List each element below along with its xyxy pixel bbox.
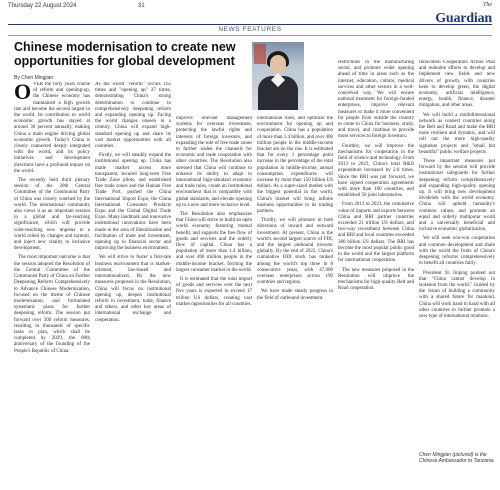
paragraph: These important measures put forward by the session will provide institutional safeguards for further deepening reform comprehensively and expanding high-quality opening up. It will bring new development dividends with the world economy. China will uphold humanity's common values, and promote an equal and orderly multipolar world and a universally beneficial and inclusive economic globalization. (419, 159, 495, 233)
section-label: NEWS FEATURES (218, 26, 282, 33)
paragraph: Firstly, we will steadily expand the institutional opening up. China has made market access more transparent, secured long-term Free Trade Zone pilots, and established free trade zones and the Hainan Free Trade Port, pushed the China International Import Expo, the China International Consumer Products Expo and the Global Digital Trade Expo. Many landmark and innovative institutional innovations have been made in the area of liberalization and facilitation of trade and investment, opening up in financial sector and improving the business environment. (95, 153, 171, 252)
article-headline: Chinese modernisation to create new opportunities for global development (14, 40, 236, 68)
paragraph (14, 82, 90, 175)
paragraph: The new measures proposed in the Resolution will improve the mechanisms for high-quality Belt and Road cooperation. (338, 267, 414, 292)
drop-cap: O (14, 82, 32, 104)
paragraph: Fourthly, we will improve the mechanisms for cooperation in the field of science and technology. From 2013 to 2023, China's total R&D expenditure increased by 2.0 times. Since the BRI was put forward, we have signed cooperation agreements with more than 100 countries, and established 50 joint laboratories. (338, 143, 414, 199)
paragraph: We will strive to foster a first-rate business environment that is market-oriented, law-based and internationalized. By the new measures proposed in the Resolution, China will focus on institutional opening up, deepen institutional reform in investment, trade, finance and others, and other key areas of international exchange and cooperation. (95, 255, 171, 323)
issue-date: Thursday 22 August 2024 (8, 3, 77, 9)
page-number: 31 (138, 3, 145, 9)
newspaper-logo-the: The (483, 2, 492, 8)
paragraph: The most important outcome is that the session adopted the Resolution of the Central Committee of the Communist Party of China on Further Deepening Reform Comprehensively to Advance Chinese Modernization, focused on the theme of Chinese modernisation, and formulated systematic plans for further deepening reform. The session put forward over 300 reform measures, resulting in thousands of specific tasks to plan, which shall be completed by 2029, the 80th anniversary of the founding of the People's Republic of China. (14, 255, 90, 354)
paragraph: international rules, and optimize the environment for opening up and cooperation. China has a population of more than 1.4 billion, and over 400 million people in the middle-income bracket are on the rise. It is estimated that for every 1 percentage point increase in the percentage of the total population in middle-income, annual consumption expenditures will increase by more than 150 billion US dollars. As a super-sized market with the biggest potential in the world, China's market will bring infinite business opportunities to its trading partners. (257, 116, 333, 215)
paragraph-text: VER the forty years course of reform and opening-up, the Chinese economy has maintained a high growth rate and become the second largest in the world. Its contribution to world economic growth has stayed at around 30 percent annually, making China a main engine driving global economic growth. Today's China is closely connected deeply integrated with the world, and its policy initiatives and development directions have a profound impact on the world. (14, 82, 90, 174)
author-note: Chen Mingjian (pictured) is the Chinese Ambassador to Tanzania (419, 452, 494, 464)
paragraph: Thirdly, we will promote in both directions of inward and outward investment. At present, China is the world's second largest source of FDI, and the largest outbound investor globally. By the end of 2022, China's cumulative ODI stock has ranked among the world's top three in 8 consecutive years, with 47,000 overseas enterprises across 190 countries and regions. (257, 218, 333, 286)
article-byline: By Chen Mingjian (14, 75, 54, 81)
paragraph: The Resolution also emphasizes that China will strive to build an open world economy featuring mutual benefit, and supports the free flow of goods and services and the orderly flow of capital. China has a population of more than 1.4 billion, and over 400 million people in the middle-income bracket, forming the largest consumer market in the world. (176, 212, 252, 273)
paragraph: improve relevant management systems for overseas investment, protecting the lawful rights and interests of foreign investors, and expanding the role of free trade zones to further widen the channels for economic and trade cooperation with other countries. The Resolution also stressed that China will continue to enhance its ability to adapt to international high-standard economic and trade rules, create an institutional environment that is compatible with global standards, and elevate opening up to a new and more inclusive level. (176, 116, 252, 208)
article-column-4 (257, 116, 333, 482)
article-column-1 (14, 82, 90, 482)
paragraph: It is estimated that the total import of goods and services over the next five years is expected to exceed 17 trillion US dollars, creating vast market opportunities for all countries. (176, 277, 252, 307)
paragraph: Innovation Cooperation Action Plan and redouble efforts to develop and implement new fields and new drivers of growth, with countries keen to develop green, the digital economy, artificial intelligence, energy, health, finance, disaster mitigation, and other areas. (419, 60, 495, 109)
paragraph: We will seek win-win cooperation and common development and share with the world the fruits of China's deepening reforms comprehensively to benefit all countries fairly. (419, 236, 495, 267)
article-column-3 (176, 116, 252, 482)
article-column-5 (338, 60, 414, 482)
newspaper-logo-name: Guardian (435, 11, 492, 26)
paragraph: President Xi Jinping pointed out that "China cannot develop in isolation from the world." Guided by the vision of building a community with a shared future for mankind, China will work hand in hand with all other countries to further promote a new type of international relations. (419, 270, 495, 319)
paragraph: From 2013 to 2023, the cumulative value of imports and exports between China and BRI partner countries exceeded 21 trillion US dollars, and two-way investment between China and BRI and local countries exceeded 380 billion US dollars. The BRI has become the most popular public good in the world and the largest platform for international cooperation. (338, 202, 414, 264)
paragraph: restrictions in the manufacturing sector, and promote wider opening ahead of time in areas such as the internet, education, culture, medical services and other sectors in a well-conceived way. We will ensure national treatment for foreign-funded enterprises, improve relevant measures to make it more convenient for people from outside the country to come to China for business, study, and travel, and continue to provide more services to foreign investors. (338, 60, 414, 140)
paragraph: As the world "reform" occurs 165 times and "opening up" 37 times, demonstrating China's strong determination to continue to comprehensively deepening reform and expanding opening up. Facing the world changes unseen in a century, China will expand high-standard opening up and share its vast market opportunities with all countries. (95, 82, 171, 150)
paragraph: We have made steady progress in the field of outbound investment. (257, 289, 333, 301)
paragraph: The recently held third plenary session of the 20th Central Committee of the Communist Party of China was closely watched by the world. The international community also views it as an important session in a global and far-reaching significance, which will provide wide-reaching new impetus to a world roiled by changes and turmoil, and inject new vitality to inclusive development. (14, 178, 90, 252)
article-column-2 (95, 82, 171, 482)
paragraph: We will build a multidimensional network as connect countries along the Belt and Road and make the BRI more resilient and dynamic, and will roll out the more high-quality signature projects and "small but beautiful" public welfare projects. (419, 112, 495, 155)
article-column-6 (419, 60, 495, 448)
